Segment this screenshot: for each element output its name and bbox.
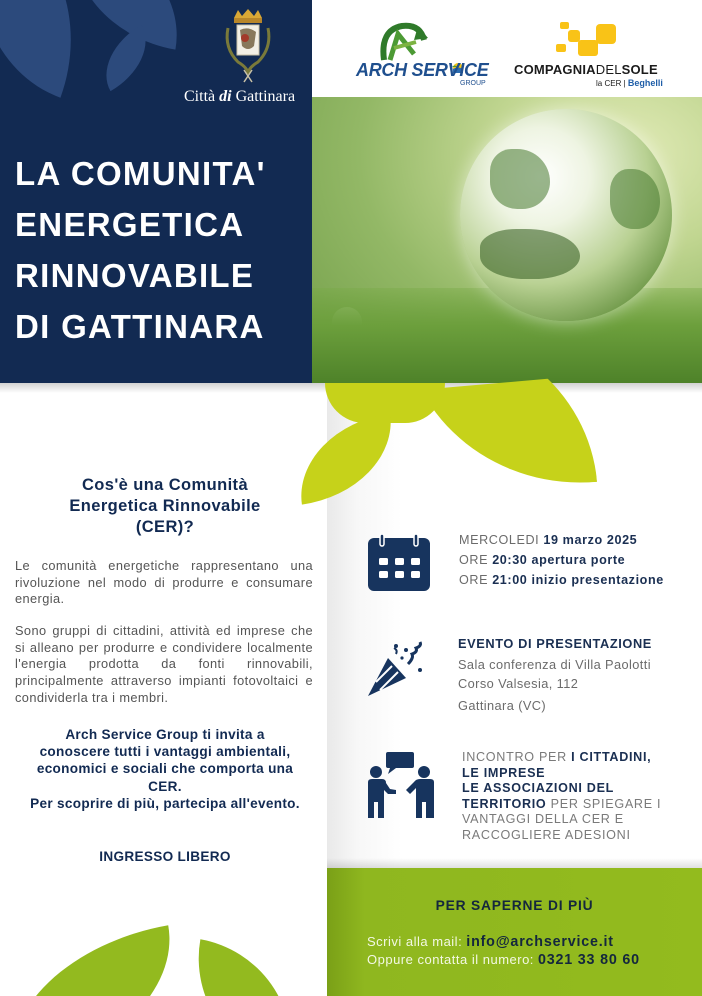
calendar-icon <box>368 534 430 591</box>
arch-service-logo: ARCH SERVICE GROUP <box>356 18 486 90</box>
city-name: Città di Gattinara <box>184 88 296 105</box>
page-title <box>15 148 305 352</box>
title-line: ENERGETICA <box>15 206 245 243</box>
event-audience-text: INCONTRO PER I CITTADINI, LE IMPRESE LE ASSOCIAZIONI DEL TERRITORIO PER SPIEGARE I VANTAGGI DELLA CER E RACCOGLIERE ADESIONI <box>462 750 662 842</box>
contact-footer <box>327 868 702 996</box>
glass-globe <box>460 109 672 321</box>
title-line: DI GATTINARA <box>15 308 265 345</box>
free-entry-label: INGRESSO LIBERO <box>99 849 231 864</box>
invite-text: Arch Service Group ti invita a conoscere tutti i vantaggi ambientali, economici e sociali che comporta una CER. Per scoprire di più, partecipa all'evento. <box>30 727 300 811</box>
hero-photo-globe <box>312 97 702 383</box>
header-panel <box>0 0 312 383</box>
contact-phone-number[interactable]: 0321 33 80 60 <box>538 952 640 968</box>
title-line: RINNOVABILE <box>15 257 255 294</box>
arch-service-mark-icon <box>376 20 428 62</box>
title-line: LA COMUNITA' <box>15 155 266 192</box>
event-time-start: ORE 21:00 inizio presentazione <box>459 573 664 587</box>
event-time-doors: ORE 20:30 apertura porte <box>459 553 626 567</box>
event-location-title: EVENTO DI PRESENTAZIONE <box>458 636 652 651</box>
cer-paragraph: Le comunità energetiche rappresentano una rivoluzione nel modo di produrre e consumare energia. <box>15 558 313 607</box>
cer-heading: Cos'è una Comunità Energetica Rinnovabile (CER)? <box>69 476 261 536</box>
event-venue: Sala conferenza di Villa Paolotti <box>458 657 651 672</box>
contact-email-line: Scrivi alla mail: info@archservice.it <box>367 934 614 950</box>
contact-email-link[interactable]: info@archservice.it <box>466 934 614 950</box>
event-date: MERCOLEDI 19 marzo 2025 <box>459 533 638 547</box>
sponsor-logos <box>312 0 702 97</box>
cer-paragraph: Sono gruppi di cittadini, attività ed imprese che si alleano per produrre e condividere localmente l'energia prodotta da fonti rinnovabili, principalmente attraverso impianti fotovoltaici e condividerla tra i membri. <box>15 623 313 705</box>
event-address: Corso Valsesia, 112 <box>458 676 579 691</box>
event-city: Gattinara (VC) <box>458 698 547 713</box>
contact-phone-line: Oppure contatta il numero: 0321 33 80 60 <box>367 952 640 968</box>
compagnia-del-sole-logo: COMPAGNIADELSOLE la CER | Beghelli <box>514 22 664 88</box>
people-talking-icon <box>368 752 436 820</box>
compagnia-del-sole-mark-icon <box>556 22 620 58</box>
contact-title: PER SAPERNE DI PIÙ <box>435 898 594 913</box>
party-popper-icon <box>368 640 428 698</box>
decorative-leaf <box>0 0 112 98</box>
city-crest-icon <box>220 8 276 86</box>
